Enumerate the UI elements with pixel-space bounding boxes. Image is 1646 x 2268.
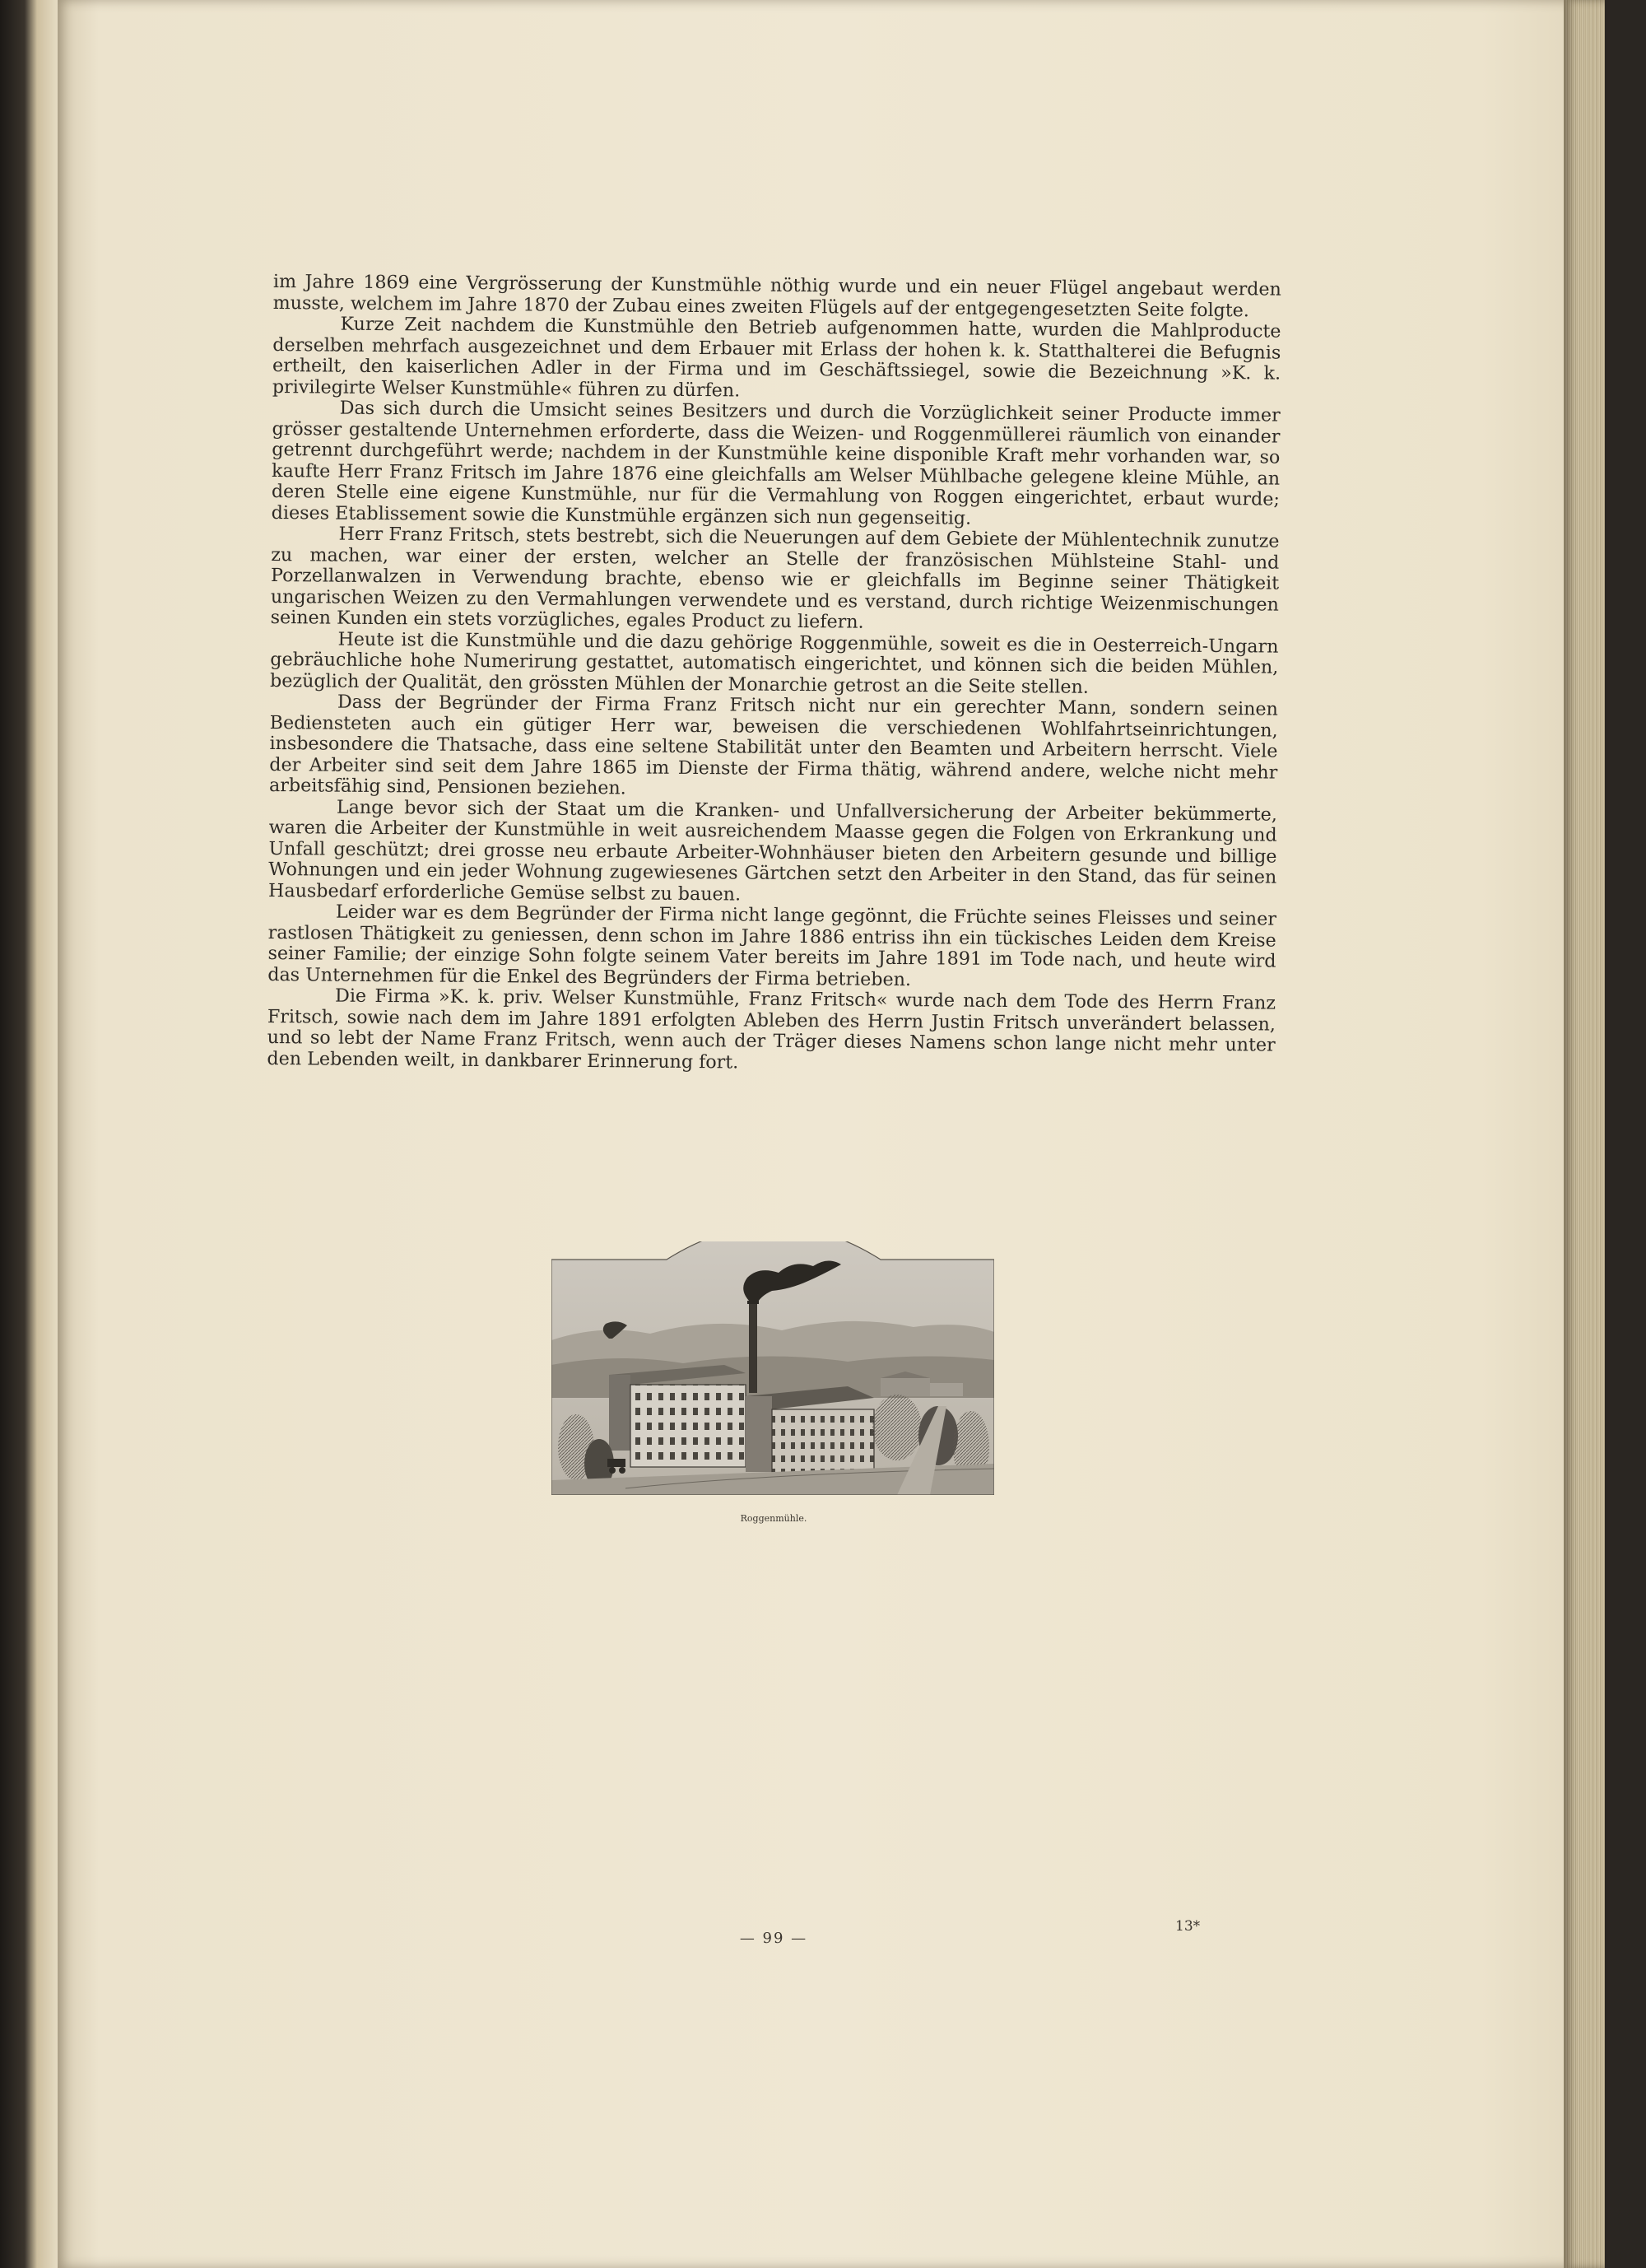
illustration-caption: Roggenmühle.	[740, 1513, 807, 1524]
paragraph: im Jahre 1869 eine Vergrösserung der Kunstmühle nöthig wurde und ein neuer Flügel angebaut werden musste, welchem im Jahre 1870 der Zubau eines zweiten Flügels auf der entgegengesetzten Seite folgte.	[272, 271, 1281, 321]
mill-engraving-icon	[551, 1241, 994, 1495]
body-text	[267, 272, 1281, 1078]
paragraph: Leider war es dem Begründer der Firma nicht lange gegönnt, die Früchte seines Fleisses und seiner rastlosen Thätigkeit zu geniessen, denn schon im Jahre 1886 entriss ihn ein tückisches Leiden dem Kreise seiner Familie; der einzige Sohn folgte seinem Vater bereits im Jahre 1891 im Tode nach, und heute wird das Unternehmen für die Enkel des Begründers der Firma betrieben.	[267, 901, 1276, 990]
page-number: — 99 —	[739, 1930, 808, 1947]
paragraph: Dass der Begründer der Firma Franz Fritsch nicht nur ein gerechter Mann, sondern seinen Bediensteten auch ein gütiger Herr war, beweisen die verschiedenen Wohlfahrtseinrichtungen, insbesondere die Thatsache, dass eine seltene Stabilität unter den Beamten und Arbeitern herrscht. Viele der Arbeiter sind seit dem Jahre 1865 im Dienste der Firma thätig, während andere, welche nicht mehr arbeitsfähig sind, Pensionen beziehen.	[268, 691, 1278, 799]
paragraph: Kurze Zeit nachdem die Kunstmühle den Betrieb aufgenommen hatte, wurden die Mahlproducte derselben mehrfach ausgezeichnet und dem Erbauer mit Erlass der hohen k. k. Statthalterei die Befugnis ertheilt, den kaiserlichen Adler in der Firma und im Geschäftssiegel, sowie die Bezeichnung »K. k. privilegirte Welser Kunstmühle« führen zu dürfen.	[272, 313, 1281, 401]
paragraph: Das sich durch die Umsicht seines Besitzers und durch die Vorzüglichkeit seiner Producte immer grösser gestaltende Unternehmen erforderte, dass die Weizen- und Roggenmüllerei räumlich von einander getrennt durchgeführt werde; nachdem in der Kunstmühle keine disponible Kraft mehr vorhanden war, so kaufte Herr Franz Fritsch im Jahre 1876 eine gleichfalls am Welser Mühlbache gelegene kleine Mühle, an deren Stelle eine eigene Kunstmühle, nur für die Vermahlung von Roggen eingerichtet, erbaut wurde; dieses Etablissement sowie die Kunstmühle ergänzen sich nun gegenseitig.	[271, 397, 1281, 529]
paragraph: Lange bevor sich der Staat um die Kranken- und Unfallversicherung der Arbeiter bekümmerte, waren die Arbeiter der Kunstmühle in weit ausreichendem Maasse gegen die Folgen von Erkrankung und Unfall geschützt; drei grosse neu erbaute Arbeiter-Wohnhäuser bieten den Arbeitern gesunde und billige Wohnungen und ein jeder Wohnung zugewiesenes Gärtchen setzt den Arbeiter in den Stand, das für seinen Hausbedarf erforderliche Gemüse selbst zu bauen.	[267, 796, 1277, 905]
previous-page-edge	[0, 0, 58, 2268]
page-edges	[1564, 0, 1605, 2268]
paragraph: Heute ist die Kunstmühle und die dazu gehörige Roggenmühle, soweit es die in Oesterreich-Ungarn gebräuchliche hohe Numerirung gestattet, automatisch eingerichtet, und können sich die beiden Mühlen, bezüglich der Qualität, den grössten Mühlen der Monarchie getrost an die Seite stellen.	[269, 628, 1279, 698]
paragraph: Die Firma »K. k. priv. Welser Kunstmühle, Franz Fritsch« wurde nach dem Tode des Herrn Franz Fritsch, sowie nach dem im Jahre 1891 erfolgten Ableben des Herrn Justin Fritsch unverändert belassen, und so lebt der Name Franz Fritsch, wenn auch der Träger dieses Namens schon lange nicht mehr unter den Lebenden weilt, in dankbarer Erinnerung fort.	[267, 985, 1276, 1073]
signature-mark: 13*	[1175, 1918, 1201, 1935]
paragraph: Herr Franz Fritsch, stets bestrebt, sich die Neuerungen auf dem Gebiete der Mühlentechnik zunutze zu machen, war einer der ersten, welcher an Stelle der französischen Mühlsteine Stahl- und Porzellanwalzen in Verwendung brachte, ebenso wie er gleichfalls im Beginne seiner Thätigkeit ungarischen Weizen zu den Vermahlungen verwendete und es verstand, durch richtige Weizenmischungen seinen Kunden ein stets vorzügliches, egales Product zu liefern.	[270, 523, 1280, 633]
